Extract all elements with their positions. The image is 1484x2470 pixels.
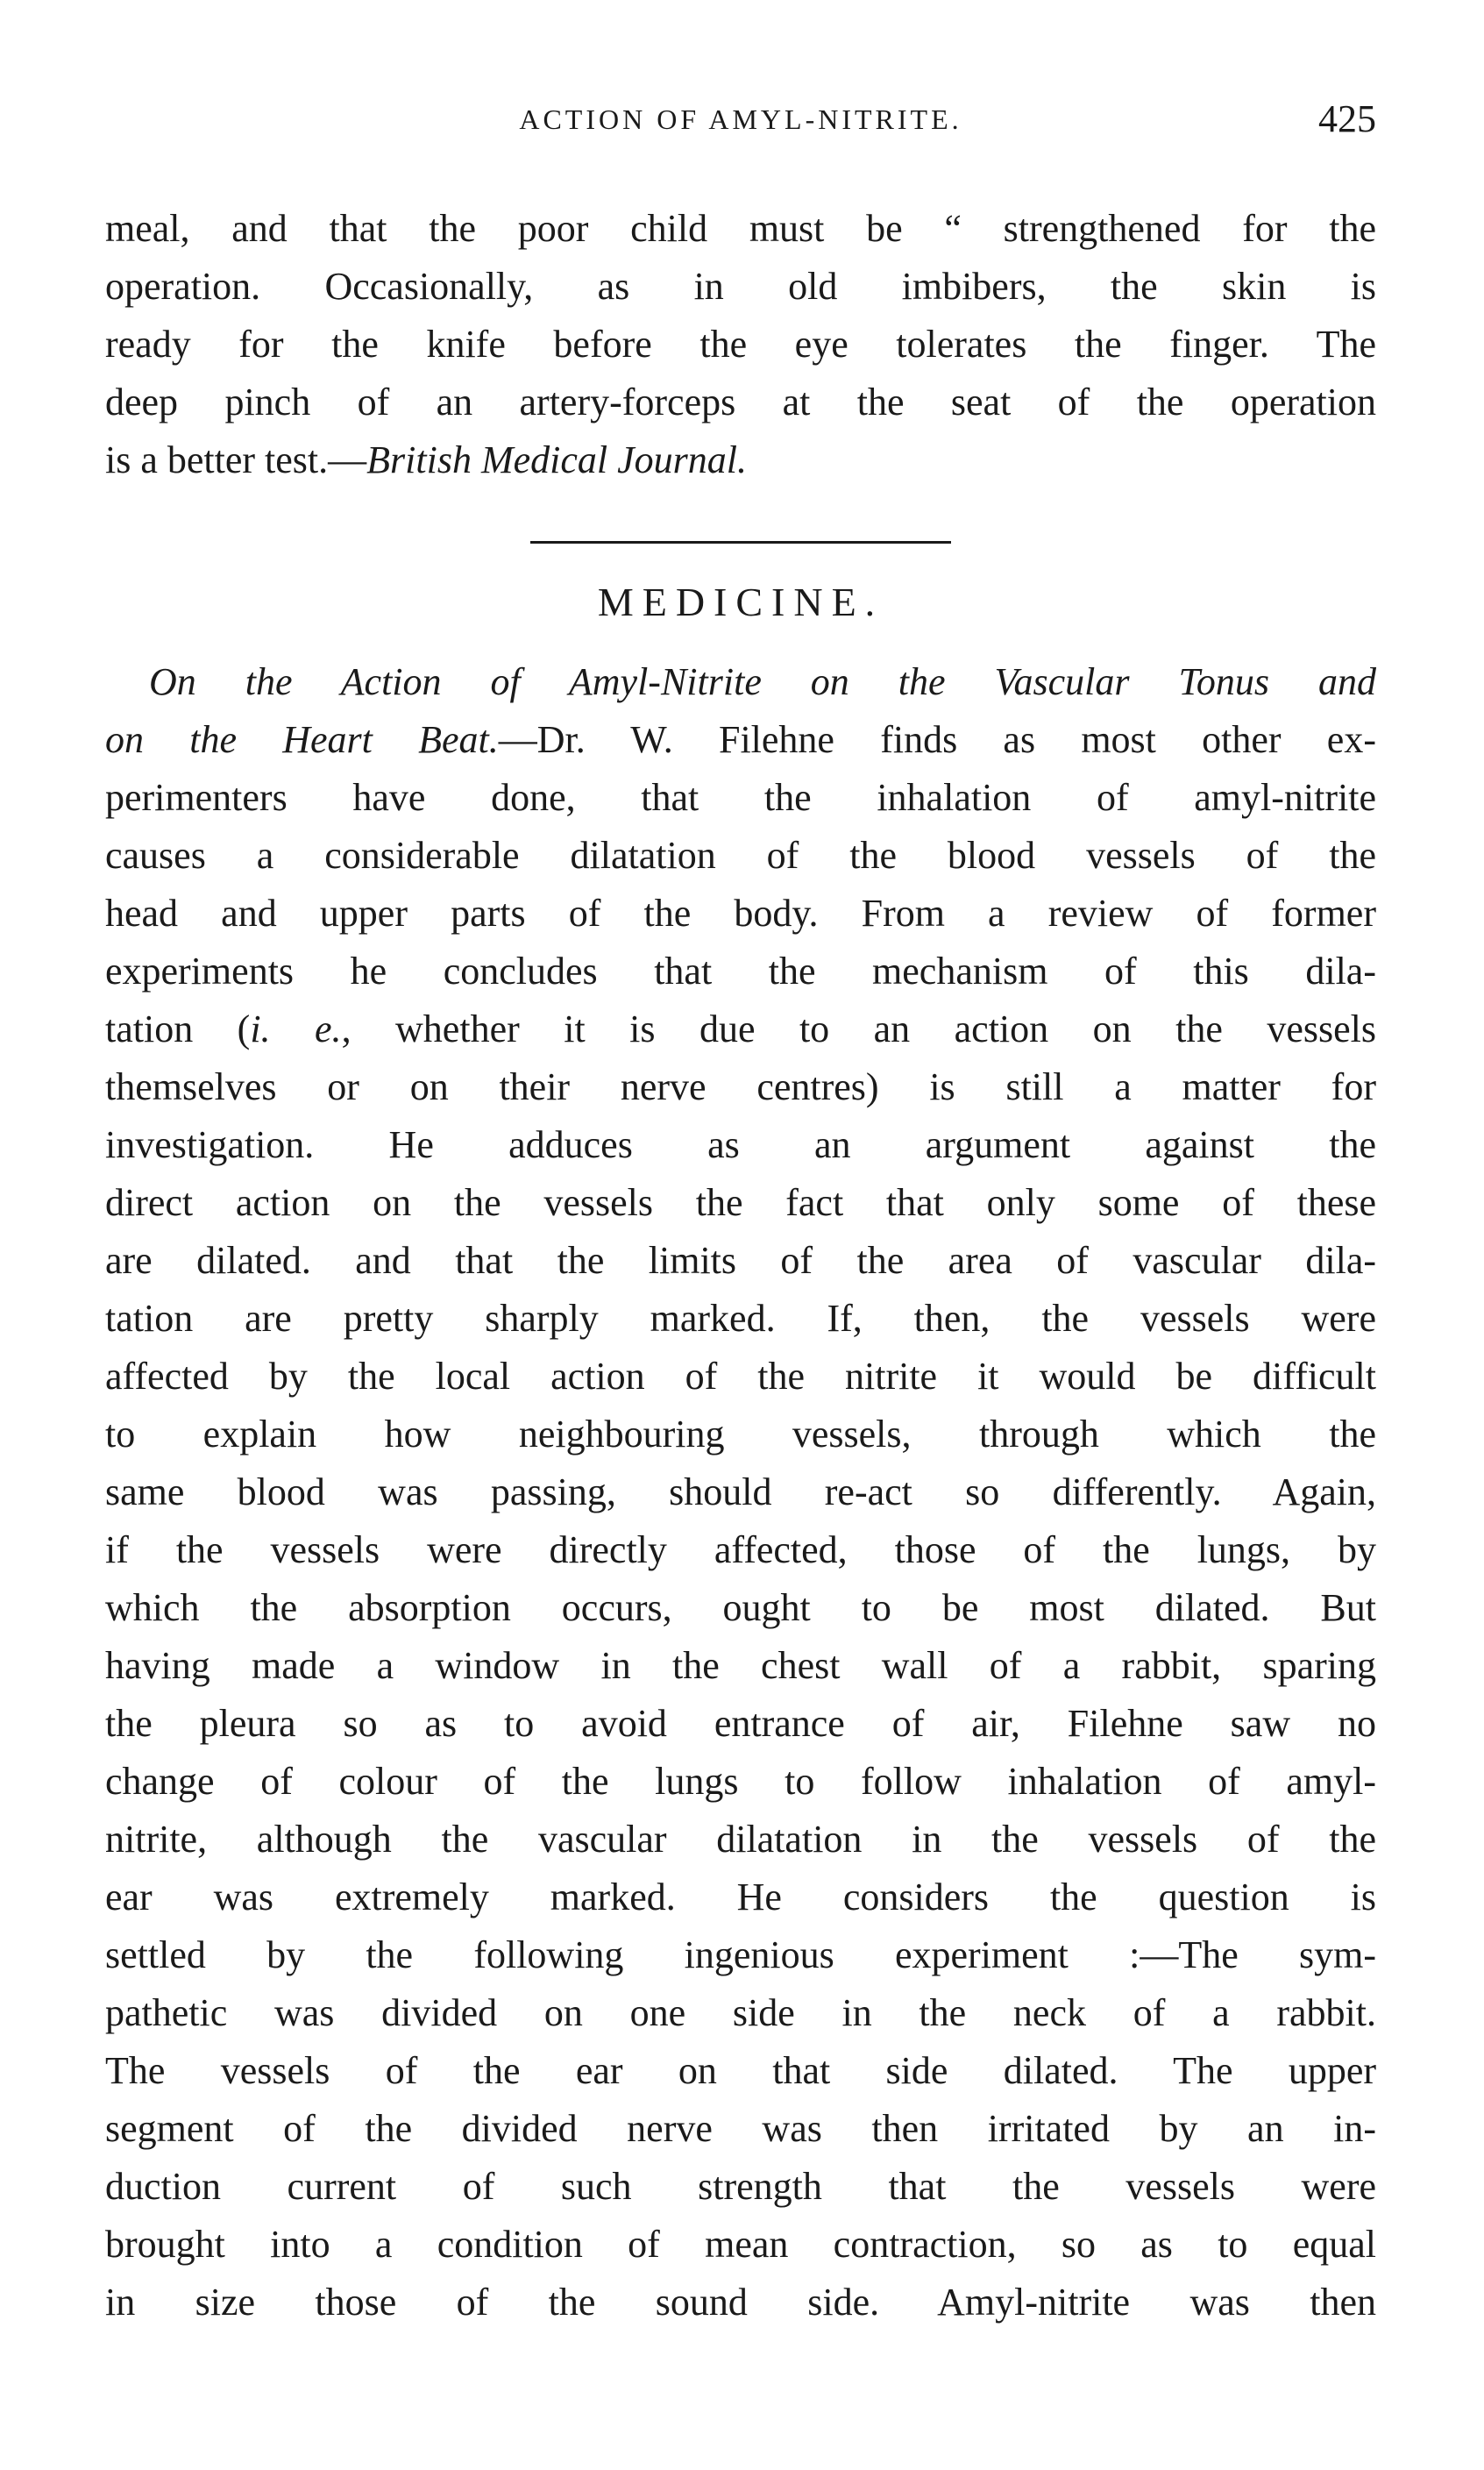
text-line: head and upper parts of the body. From a review of former — [105, 892, 1376, 935]
article-paragraph — [105, 653, 1376, 2331]
text-line: tation are pretty sharply marked. If, then, the vessels were — [105, 1297, 1376, 1340]
text-line: duction current of such strength that the vessels were — [105, 2165, 1376, 2208]
page-number: 425 — [1318, 97, 1376, 140]
text-line: to explain how neighbouring vessels, through which the — [105, 1413, 1376, 1456]
text-line: causes a considerable dilatation of the blood vessels of the — [105, 834, 1376, 877]
text-line — [105, 1000, 1376, 1058]
text-line: is a better test.—British Medical Journal. — [105, 438, 747, 481]
text-line: same blood was passing, should re-act so differently. Again, — [105, 1470, 1376, 1513]
article-title-line — [105, 711, 1376, 769]
text-line-content: , whether it is due to an action on the vessels — [341, 1007, 1376, 1050]
text-line-content: tation ( — [105, 1007, 251, 1050]
section-title: MEDICINE. — [597, 580, 884, 624]
abbreviation: i. e. — [250, 1007, 342, 1050]
text-line: meal, and that the poor child must be “ strengthened for the — [105, 207, 1376, 250]
text-line: having made a window in the chest wall of a rabbit, sparing — [105, 1644, 1376, 1687]
text-line: operation. Occasionally, as in old imbibers, the skin is — [105, 265, 1376, 308]
text-line: perimenters have done, that the inhalation of amyl-nitrite — [105, 776, 1376, 819]
text-line-content: —Dr. W. Filehne finds as most other ex- — [498, 718, 1376, 761]
citation: British Medical Journal. — [366, 438, 747, 481]
text-line: change of colour of the lungs to follow inhalation of amyl- — [105, 1760, 1376, 1803]
article-title-tail: on the Heart Beat. — [105, 718, 499, 761]
text-line: direct action on the vessels the fact that only some of these — [105, 1181, 1376, 1224]
article-title-line: On the Action of Amyl-Nitrite on the Vascular Tonus and — [149, 660, 1376, 703]
text-line: ready for the knife before the eye tolerates the finger. The — [105, 323, 1376, 366]
text-line: experiments he concludes that the mechanism of this dila- — [105, 950, 1376, 993]
section-divider — [530, 541, 951, 544]
text-line: investigation. He adduces as an argument against the — [105, 1123, 1376, 1166]
text-line: segment of the divided nerve was then irritated by an in- — [105, 2107, 1376, 2150]
text-line: in size those of the sound side. Amyl-nitrite was then — [105, 2281, 1376, 2324]
text-line: are dilated. and that the limits of the area of vascular dila- — [105, 1239, 1376, 1282]
text-line: brought into a condition of mean contraction, so as to equal — [105, 2223, 1376, 2266]
text-line: nitrite, although the vascular dilatation in the vessels of the — [105, 1818, 1376, 1861]
text-line: The vessels of the ear on that side dilated. The upper — [105, 2049, 1376, 2092]
text-line: if the vessels were directly affected, those of the lungs, by — [105, 1528, 1376, 1571]
running-title: ACTION OF AMYL-NITRITE. — [519, 103, 962, 135]
text-line: themselves or on their nerve centres) is still a matter for — [105, 1065, 1376, 1108]
text-line: ear was extremely marked. He considers the question is — [105, 1876, 1376, 1918]
text-line: deep pinch of an artery-forceps at the seat of the operation — [105, 381, 1376, 424]
text-line: pathetic was divided on one side in the neck of a rabbit. — [105, 1991, 1376, 2034]
continuation-paragraph — [105, 200, 1376, 489]
text-line: affected by the local action of the nitrite it would be difficult — [105, 1355, 1376, 1398]
text-line: the pleura so as to avoid entrance of air, Filehne saw no — [105, 1702, 1376, 1745]
text-line-content: is a better test. — [105, 438, 329, 481]
text-line: settled by the following ingenious experiment :—The sym- — [105, 1933, 1376, 1976]
text-line: which the absorption occurs, ought to be most dilated. But — [105, 1586, 1376, 1629]
running-head — [105, 97, 1376, 156]
